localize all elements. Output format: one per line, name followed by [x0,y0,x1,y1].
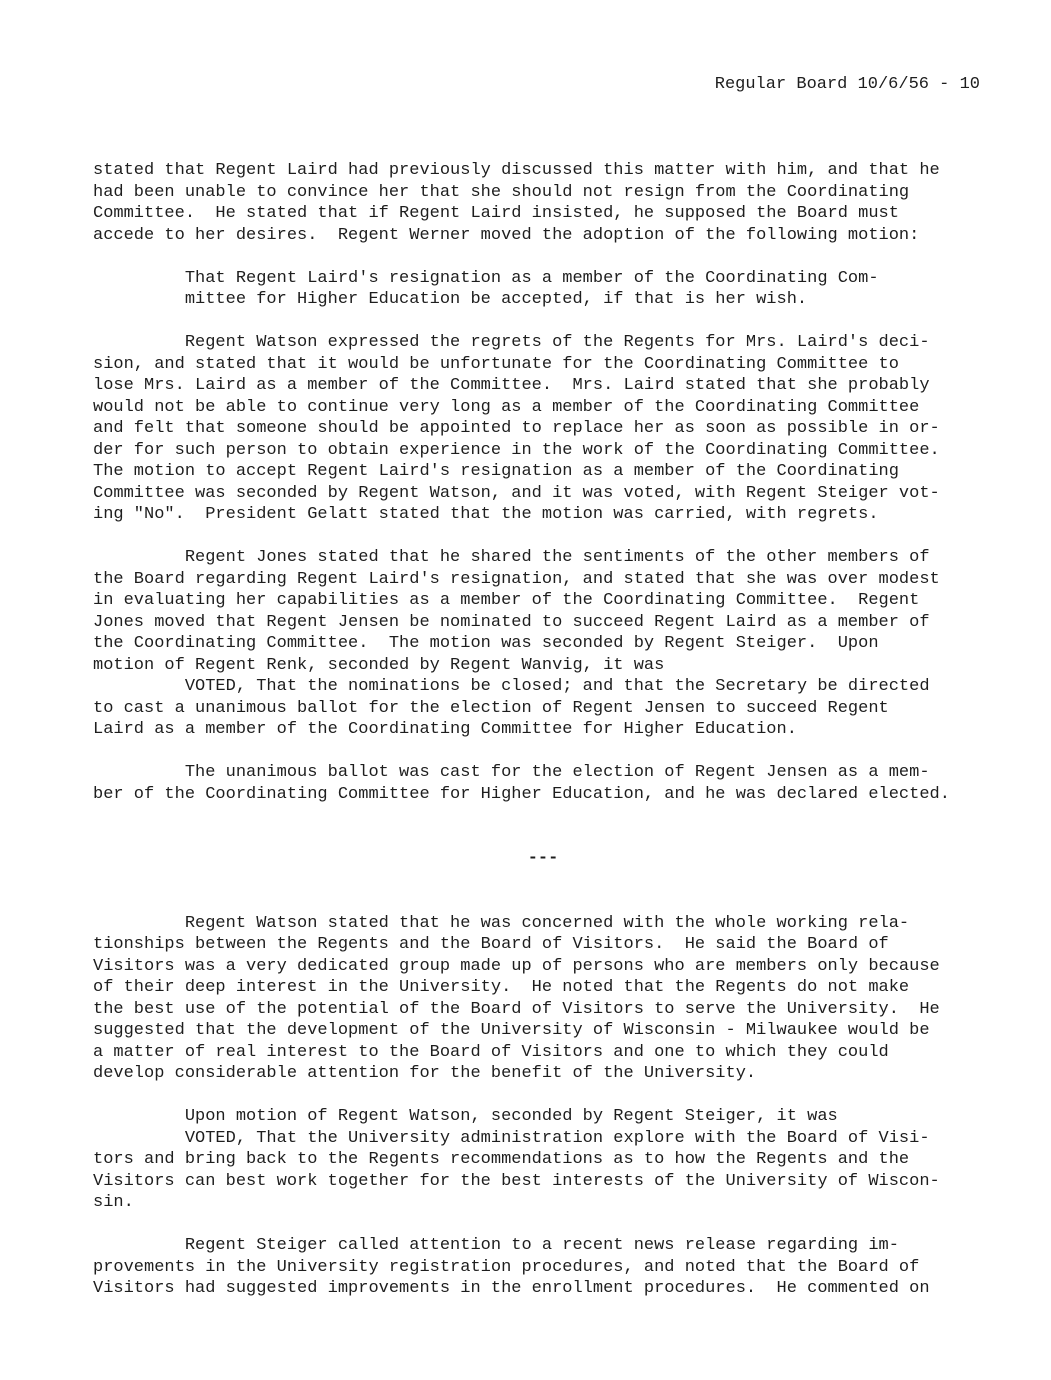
text-line: Regent Jones stated that he shared the sentiments of the other members of [93,548,930,567]
text-line: Jones moved that Regent Jensen be nominated to succeed Regent Laird as a member of [93,612,930,632]
text-line: Laird as a member of the Coordinating Committee for Higher Education. [93,720,797,739]
text-line: tors and bring back to the Regents recommendations as to how the Regents and the [93,1150,910,1169]
paragraph-jones-nomination [93,547,973,741]
text-line: a matter of real interest to the Board of Visitors and one to which they could [93,1042,889,1062]
text-line: sin. [93,1193,134,1212]
text-line: ing "No". President Gelatt stated that the motion was carried, with regrets. [93,505,879,524]
text-line: of their deep interest in the University. He noted that the Regents do not make [93,978,910,997]
paragraph-resignation-discussion [93,160,973,246]
text-line: in evaluating her capabilities as a member of the Coordinating Committee. Regent [93,591,920,610]
page-header: Regular Board 10/6/56 - 10 [714,75,980,94]
text-line: The motion to accept Regent Laird's resignation as a member of the Coordinating [93,462,899,481]
text-line: VOTED, That the nominations be closed; and that the Secretary be directed [93,677,930,696]
paragraph-watson-motion-voted [93,1106,973,1214]
text-line: VOTED, That the University administration explore with the Board of Visi- [93,1128,930,1148]
text-line: Regent Watson expressed the regrets of the Regents for Mrs. Laird's deci- [93,333,930,352]
text-line: would not be able to continue very long as a member of the Coordinating Committee [93,397,920,417]
text-line: and felt that someone should be appointed to replace her as soon as possible in or- [93,419,940,438]
text-line: Committee. He stated that if Regent Laird insisted, he supposed the Board must [93,204,899,223]
text-line: the Coordinating Committee. The motion was seconded by Regent Steiger. Upon [93,634,879,653]
text-line: the Board regarding Regent Laird's resignation, and stated that she was over modest [93,569,940,589]
text-line: the best use of the potential of the Board of Visitors to serve the University. He [93,999,940,1019]
text-line: provements in the University registration procedures, and noted that the Board of [93,1257,920,1277]
text-line: ber of the Coordinating Committee for Higher Education, and he was declared elected. [93,784,950,804]
paragraph-motion-text [93,268,973,311]
section-separator: --- [527,849,559,868]
paragraph-watson-regrets [93,332,973,526]
text-line: tionships between the Regents and the Board of Visitors. He said the Board of [93,935,889,954]
paragraph-steiger-registration [93,1235,973,1300]
paragraph-ballot-cast [93,762,973,805]
text-line: der for such person to obtain experience in the work of the Coordinating Committee. [93,440,940,460]
text-line: Visitors had suggested improvements in the enrollment procedures. He commented on [93,1279,930,1298]
text-line: Visitors can best work together for the best interests of the University of Wiscon- [93,1171,940,1191]
text-line: to cast a unanimous ballot for the election of Regent Jensen to succeed Regent [93,698,889,718]
document-body [93,160,973,1300]
text-line: That Regent Laird's resignation as a member of the Coordinating Com- [93,268,879,288]
text-line: suggested that the development of the University of Wisconsin - Milwaukee would be [93,1021,930,1040]
text-line: Committee was seconded by Regent Watson, and it was voted, with Regent Steiger vot- [93,483,940,503]
text-line: lose Mrs. Laird as a member of the Committee. Mrs. Laird stated that she probably [93,376,930,395]
text-line: develop considerable attention for the benefit of the University. [93,1064,757,1083]
text-line: had been unable to convince her that she should not resign from the Coordinating [93,182,910,202]
text-line: mittee for Higher Education be accepted, if that is her wish. [93,290,808,309]
paragraph-board-of-visitors [93,913,973,1085]
text-line: accede to her desires. Regent Werner moved the adoption of the following motion: [93,225,920,245]
text-line: Regent Watson stated that he was concerned with the whole working rela- [93,913,910,933]
text-line: Upon motion of Regent Watson, seconded by Regent Steiger, it was [93,1107,838,1126]
text-line: Visitors was a very dedicated group made up of persons who are members only because [93,956,940,976]
text-line: sion, and stated that it would be unfortunate for the Coordinating Committee to [93,354,899,374]
text-line: stated that Regent Laird had previously discussed this matter with him, and that he [93,161,940,180]
text-line: motion of Regent Renk, seconded by Regent Wanvig, it was [93,655,665,675]
text-line: Regent Steiger called attention to a recent news release regarding im- [93,1236,899,1255]
text-line: The unanimous ballot was cast for the election of Regent Jensen as a mem- [93,763,930,782]
